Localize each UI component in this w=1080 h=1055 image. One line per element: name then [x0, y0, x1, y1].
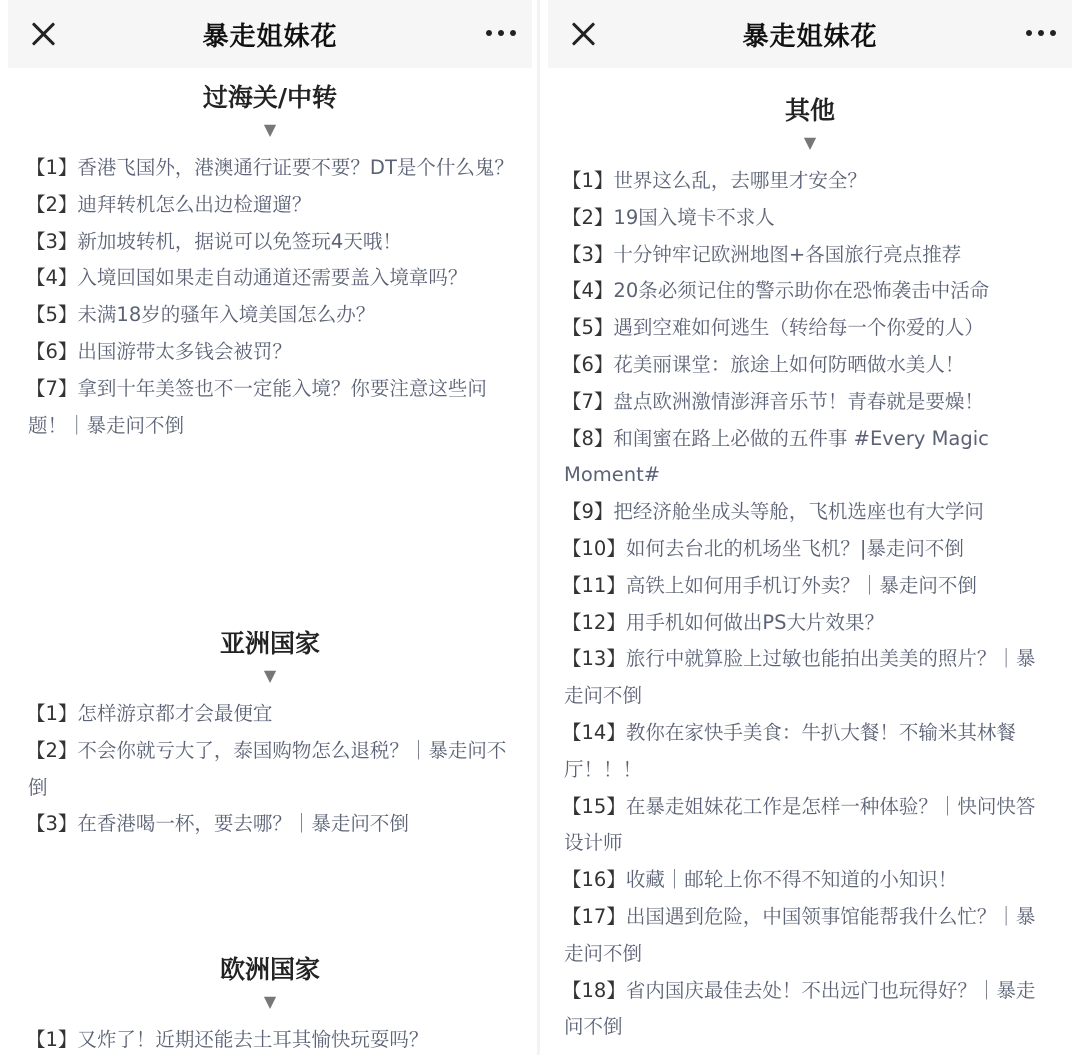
article-link[interactable]: 【1】世界这么乱，去哪里才安全？ [562, 169, 867, 192]
article-list-asia [28, 696, 518, 843]
more-icon[interactable] [486, 30, 516, 36]
article-link[interactable]: 【16】收藏｜邮轮上你不得不知道的小知识！ [562, 868, 958, 892]
article-link[interactable]: 【7】盘点欧洲激情澎湃音乐节！青春就是要燥！ [562, 389, 984, 413]
article-link[interactable]: 【4】入境回国如果走自动通道还需要盖入境章吗？ [26, 266, 468, 290]
article-link[interactable]: 【5】遇到空难如何逃生（转给每一个你爱的人） [562, 316, 984, 340]
section-title-customs: 过海关/中转 [202, 83, 338, 112]
article-list-customs [28, 150, 518, 444]
article-link[interactable]: 【1】香港飞国外，港澳通行证要不要？DT是个什么鬼？ [26, 156, 514, 179]
article-link[interactable]: 【4】20条必须记住的警示助你在恐怖袭击中活命 [562, 279, 990, 303]
article-link[interactable]: 【6】出国游带太多钱会被罚？ [26, 339, 292, 363]
article-link[interactable]: 【17】出国遇到危险，中国领事馆能帮我什么忙？｜暴走问不倒 [562, 904, 1036, 965]
down-arrow-icon: ▼ [803, 133, 817, 152]
more-icon[interactable] [1026, 30, 1056, 36]
article-link[interactable]: 【2】19国入境卡不求人 [562, 205, 775, 229]
section-title-other: 其他 [784, 96, 835, 125]
page-title: 暴走姐妹花 [202, 21, 338, 52]
down-arrow-icon: ▼ [263, 992, 277, 1011]
article-link[interactable]: 【11】高铁上如何用手机订外卖？｜暴走问不倒 [562, 573, 977, 597]
nav-bar [8, 0, 532, 68]
article-link[interactable]: 【15】在暴走姐妹花工作是怎样一种体验？｜快问快答设计师 [562, 794, 1036, 855]
article-link[interactable]: 【18】省内国庆最佳去处！不出远门也玩得好？｜暴走问不倒 [562, 978, 1036, 1039]
article-link[interactable]: 【2】迪拜转机怎么出边检遛遛？ [26, 192, 312, 216]
section-title-asia: 亚洲国家 [219, 629, 320, 658]
article-list-europe [28, 1022, 518, 1055]
article-list-other [564, 163, 1054, 1046]
down-arrow-icon: ▼ [263, 666, 277, 685]
section-title-europe: 欧洲国家 [219, 955, 320, 984]
close-icon[interactable] [570, 20, 598, 48]
article-link[interactable]: 【5】未满18岁的骚年入境美国怎么办？ [26, 303, 376, 327]
article-link[interactable]: 【8】和闺蜜在路上必做的五件事 #Every Magic Moment# [562, 426, 989, 487]
article-link[interactable]: 【1】又炸了！近期还能去土耳其愉快玩耍吗？ [26, 1028, 429, 1051]
article-link[interactable]: 【2】不会你就亏大了，泰国购物怎么退税？｜暴走问不倒 [26, 738, 507, 799]
article-link[interactable]: 【10】如何去台北的机场坐飞机？|暴走问不倒 [562, 536, 964, 560]
article-link[interactable]: 【6】花美丽课堂：旅途上如何防晒做水美人！ [562, 352, 965, 376]
article-link[interactable]: 【3】新加坡转机，据说可以免签玩4天哦！ [26, 229, 402, 253]
article-link[interactable]: 【3】十分钟牢记欧洲地图+各国旅行亮点推荐 [562, 242, 962, 266]
article-link[interactable]: 【1】怎样游京都才会最便宜 [26, 702, 273, 725]
nav-bar [548, 0, 1072, 68]
article-link[interactable]: 【12】用手机如何做出PS大片效果？ [562, 610, 884, 634]
down-arrow-icon: ▼ [263, 120, 277, 139]
page-title: 暴走姐妹花 [742, 21, 878, 52]
close-icon[interactable] [30, 20, 58, 48]
article-link[interactable]: 【9】把经济舱坐成头等舱，飞机选座也有大学问 [562, 500, 984, 524]
article-link[interactable]: 【7】拿到十年美签也不一定能入境？你要注意这些问题！｜暴走问不倒 [26, 376, 487, 437]
article-link[interactable]: 【14】教你在家快手美食：牛扒大餐！不输米其林餐厅！！！ [562, 720, 1016, 781]
article-link[interactable]: 【13】旅行中就算脸上过敏也能拍出美美的照片？｜暴走问不倒 [562, 647, 1036, 708]
article-link[interactable]: 【3】在香港喝一杯，要去哪？｜暴走问不倒 [26, 812, 409, 836]
